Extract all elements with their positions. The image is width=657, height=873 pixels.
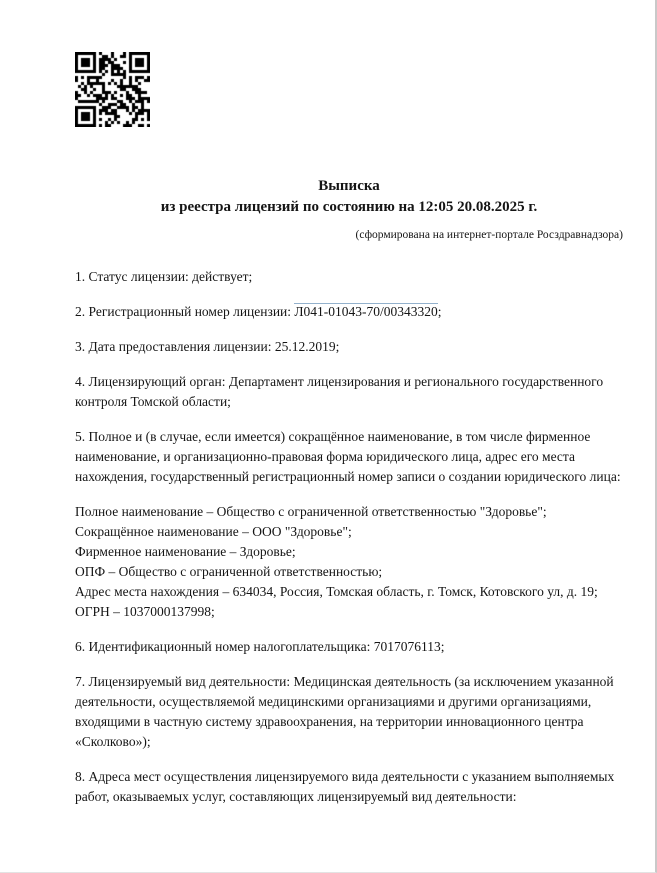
organization-details	[75, 502, 623, 622]
paragraph-licensing-authority: 4. Лицензирующий орган: Департамент лицензирования и регионального государственного контроля Томской области;	[75, 374, 604, 409]
paragraph-organization-intro: 5. Полное и (в случае, если имеется) сокращённое наименование, в том числе фирменное наименование, и организационно-правовая форма юридического лица, адрес его места нахождения, государственный регистрационный номер записи о создании юридического лица:	[75, 429, 621, 484]
paragraph-inn: 6. Идентификационный номер налогоплательщика: 7017076113;	[75, 639, 445, 654]
org-ogrn: ОГРН – 1037000137998;	[75, 604, 215, 619]
org-brand-name: Фирменное наименование – Здоровье;	[75, 544, 296, 559]
org-short-name: Сокращённое наименование – ООО "Здоровье";	[75, 524, 352, 539]
qr-code-icon	[75, 52, 150, 127]
paragraph-license-status: 1. Статус лицензии: действует;	[75, 269, 253, 284]
generation-note: (сформирована на интернет-портале Росздравнадзора)	[355, 229, 623, 241]
paragraph-registration-number	[75, 302, 623, 322]
document-title	[75, 176, 623, 218]
document-title-line1: Выписка	[318, 178, 380, 194]
org-legal-form: ОПФ – Общество с ограниченной ответственностью;	[75, 564, 383, 579]
org-address: Адрес места нахождения – 634034, Россия, Томская область, г. Томск, Котовского ул, д. 19;	[75, 584, 598, 599]
paragraph-licensed-activity: 7. Лицензируемый вид деятельности: Медицинская деятельность (за исключением указанной деятельности, осуществляемой медицинскими организациями и другими организациями, входящими в частную систему здравоохранения, на территории инновационного центра «Сколково»);	[75, 674, 614, 749]
registration-number-label: 2. Регистрационный номер лицензии:	[75, 304, 295, 319]
document-title-line2: из реестра лицензий по состоянию на 12:05 20.08.2025 г.	[160, 199, 538, 215]
registration-number-suffix: ;	[437, 304, 442, 319]
registration-number-link[interactable]: Л041-01043-70/00343320	[294, 304, 438, 319]
org-full-name: Полное наименование – Общество с ограниченной ответственностью "Здоровье";	[75, 504, 547, 519]
paragraph-activity-addresses: 8. Адреса мест осуществления лицензируемого вида деятельности с указанием выполняемых работ, оказываемых услуг, составляющих лицензируемый вид деятельности:	[75, 769, 615, 804]
paragraph-license-date: 3. Дата предоставления лицензии: 25.12.2019;	[75, 339, 340, 354]
